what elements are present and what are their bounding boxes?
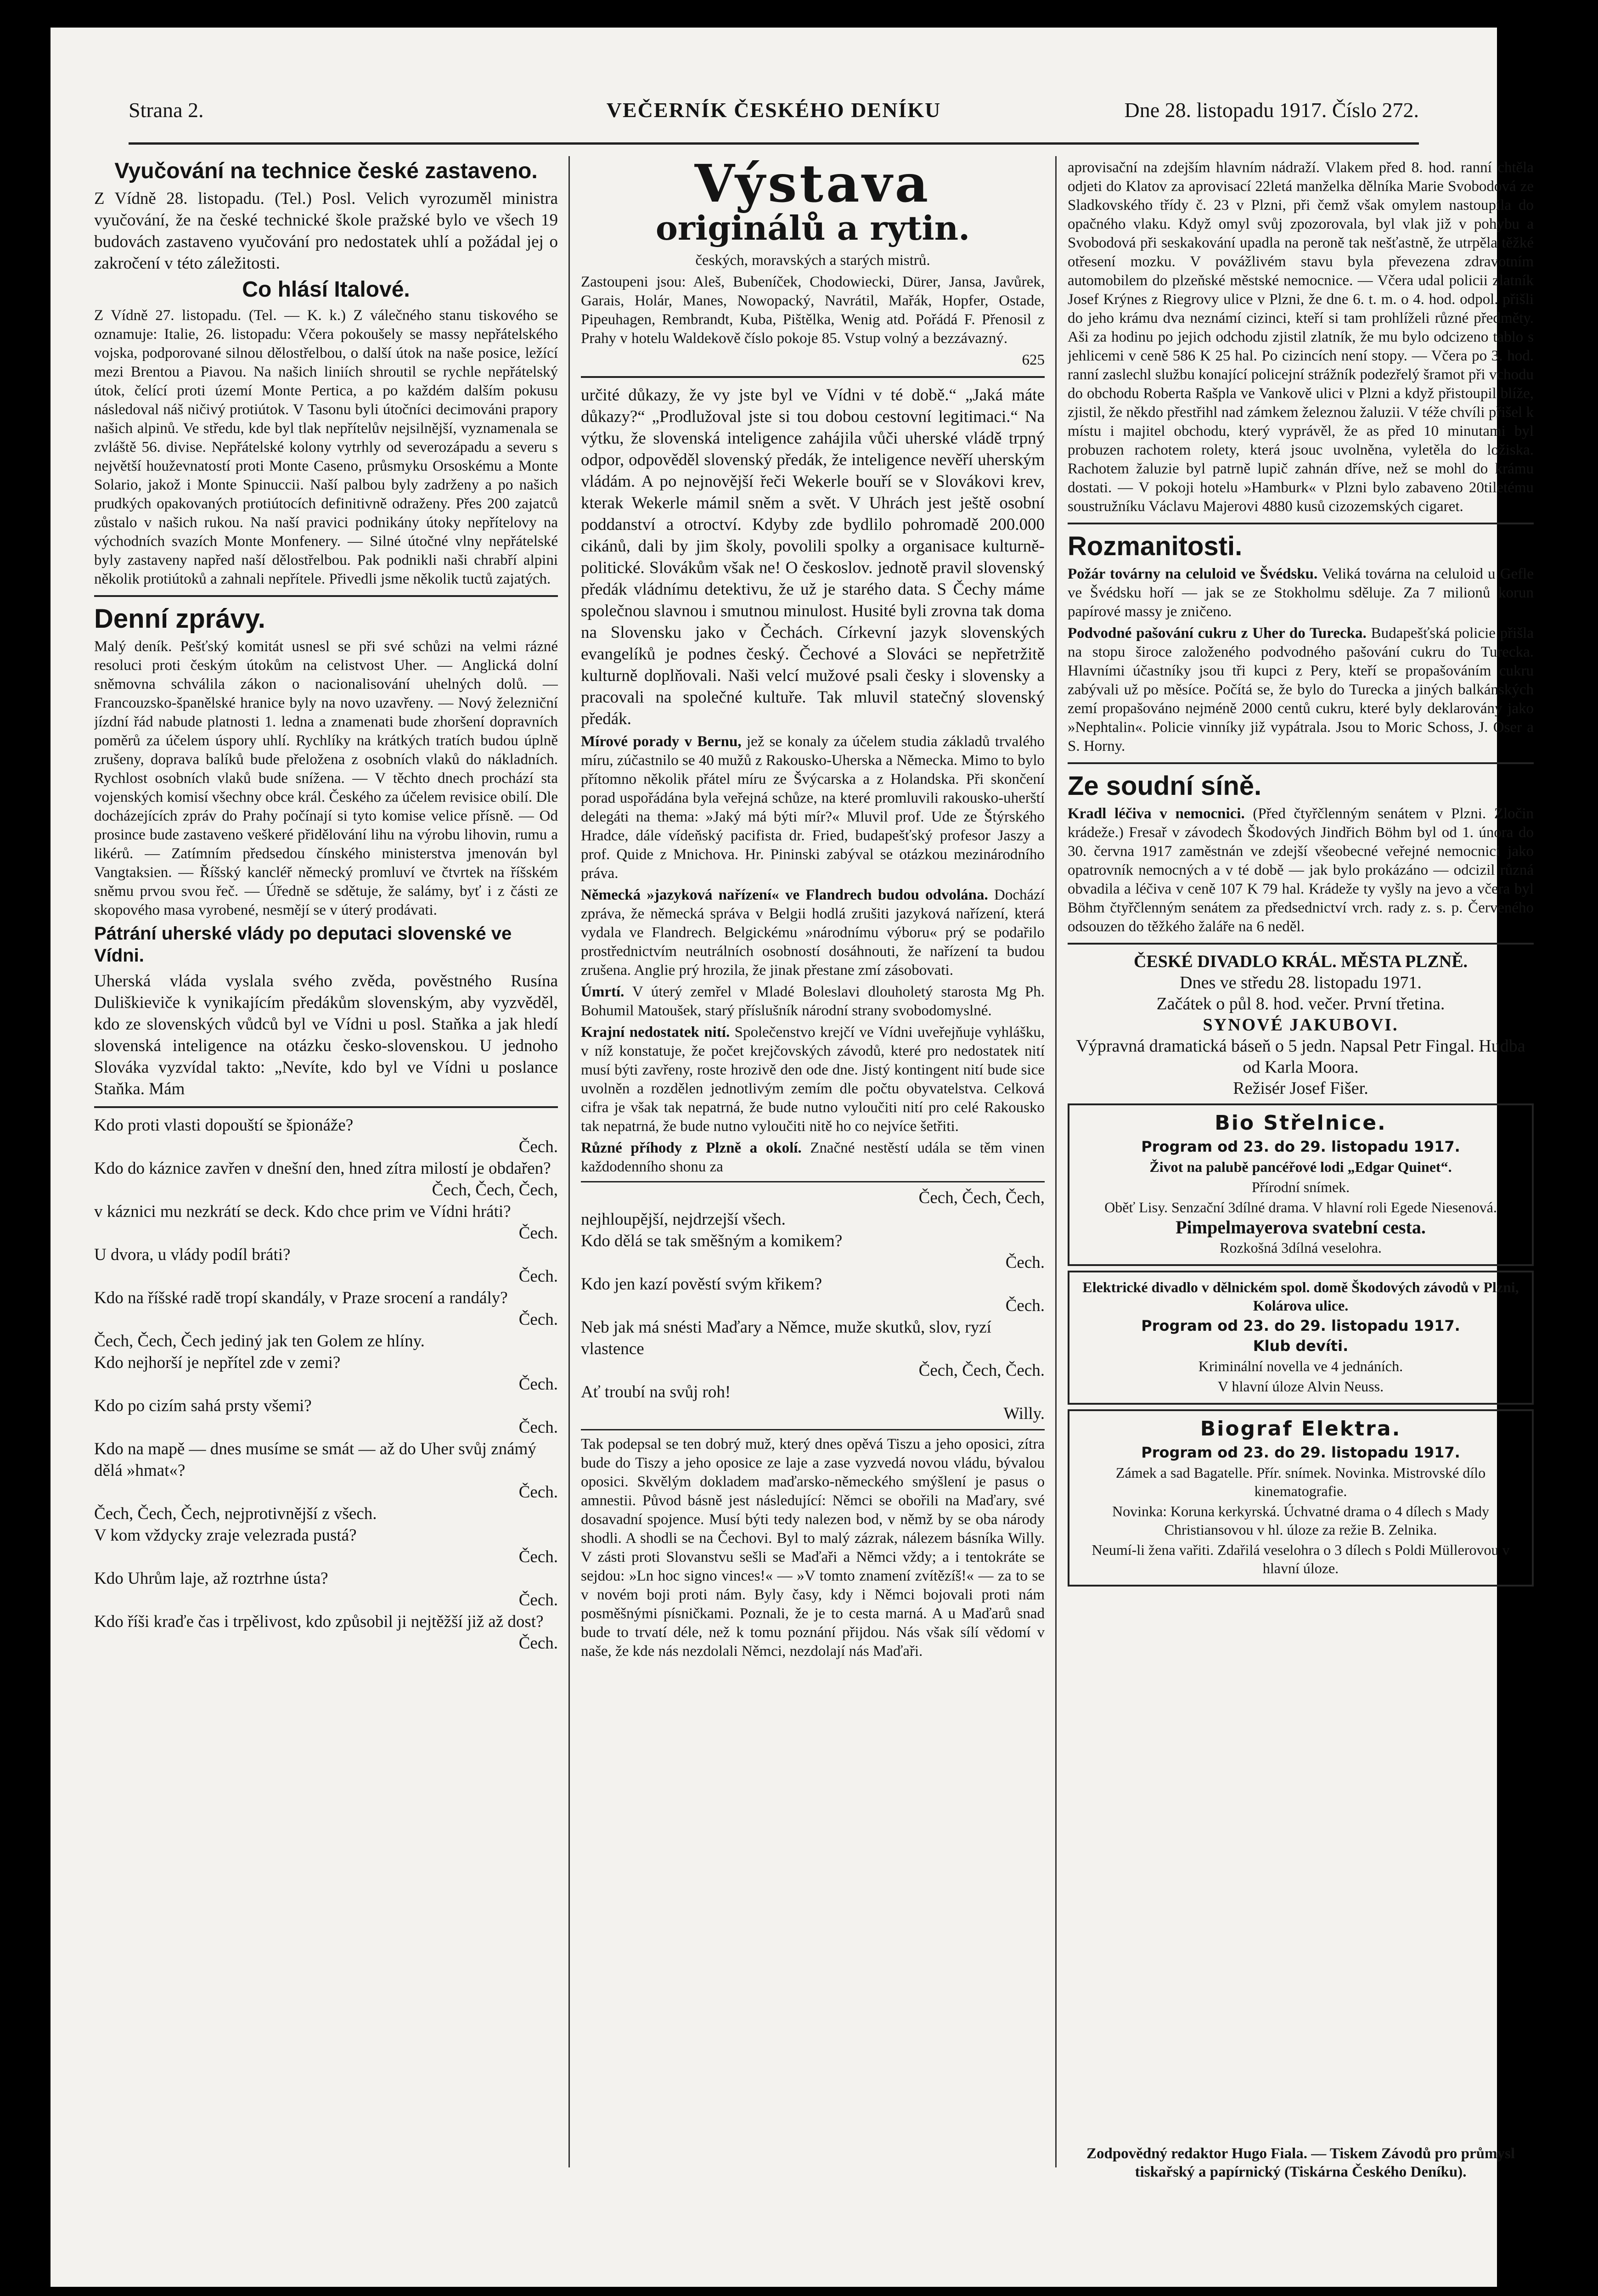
news-body: V úterý zemřel v Mladé Boleslavi dlouholetý starosta Mg Ph. Bohumil Matoušek, starý příslušník národní strany svobodomyslné. (581, 984, 1045, 1019)
cinema-line: Neumí-li žena vařiti. Zdařilá veselohra o 3 dílech s Poldi Müllerovou v hlavní úloze. (1092, 1542, 1510, 1576)
imprint: Zodpovědný redaktor Hugo Fiala. — Tiskem Závodů pro průmysl tiskařský a papírnický (Tiskárna Českého Deníku). (1086, 2145, 1515, 2180)
cinema-program: Program od 23. do 29. listopadu 1917. (1141, 1138, 1460, 1155)
cinema-title: Elektrické divadlo v dělnickém spol. domě Škodových závodů v Plzni, Kolárova ulice. (1082, 1279, 1519, 1314)
poem-line: Kdo Uhrům laje, až roztrhne ústa? (94, 1569, 328, 1588)
news-body: jež se konaly za účelem studia základů trvalého míru, zúčastnilo se 40 mužů z Rakousko-Uherska a Německa. Mimo to bylo přítomno několik přátel míru ze Švýcarska a z Holandska. Při skončení porad uspořádána byla veřejná schůze, na které promluvili rakousko-uherští delegáti na thema: »Jaký má býti mír?« Mluvil prof. Ude ze Štýrského Hradce, dále vídeňský pacifista dr. Fried, budapešťský profesor Jaszy a prof. Quide z Mnichova. Hr. Pininski zabýval se otázkou mezinárodního právа. (581, 733, 1045, 882)
cinema-ad-elektricke (1068, 1271, 1534, 1405)
theatre-desc: Výpravná dramatická báseň o 5 jedn. Napsal Petr Fingal. Hudba od Karla Moora. (1076, 1036, 1525, 1077)
poem-line: Kdo dělá se tak směšným a komikem? (581, 1232, 843, 1250)
news-body: Společenstvo krejčí ve Vídni uveřejňuje vyhlášku, v níž konstatuje, že počet krejčovských závodů, které pro nedostatek nití musí býti zavřeny, roste hrozivě den ode dne. Jistý kontingent nití bude sice uvolněn a rozdělen jednotlivým zemím dle počtu obyvatelstva. Celková cifra je však tak nepatrná, že bude nutno vyloučiti nití pro celé Rakousko tak nepatrná, že bude nutno vyloučiti nitě ho co nejvíce šetřiti. (581, 1024, 1045, 1135)
column-rule-2 (1055, 156, 1057, 2167)
poem-line: Kdo jen kazí pověstí svým křikem? (581, 1275, 822, 1294)
news-body: Značné nestěstí udála se těm vinen každodenního shonu za (581, 1140, 1045, 1175)
cinema-program: Program od 23. do 29. listopadu 1917. (1141, 1317, 1460, 1334)
satirical-poem (94, 1114, 558, 1654)
cinema-line: Kriminální novella ve 4 jednáních. (1198, 1358, 1403, 1374)
poem-refrain: Willy. (1003, 1404, 1045, 1423)
cinema-line: Pimpelmayerova svatební cesta. (1176, 1217, 1426, 1238)
cinema-ad-elektra (1068, 1409, 1534, 1587)
poem-line: nejhloupější, nejdrzejší všech. (581, 1210, 786, 1229)
poem-line: V kom vždycky zraje velezrada pustá? (94, 1526, 357, 1545)
cinema-title: Bio Střelnice. (1215, 1111, 1387, 1135)
cinema-line: V hlavní úloze Alvin Neuss. (1217, 1378, 1384, 1395)
poem-refrain: Čech. (518, 1483, 558, 1502)
cinema-feature: Klub devíti. (1253, 1337, 1349, 1355)
poem-refrain: Čech. (518, 1375, 558, 1394)
poem-refrain: Čech. (518, 1418, 558, 1437)
news-title: Podvodné pašování cukru z Uher do Turecka. (1068, 625, 1367, 642)
divider (581, 1181, 1045, 1182)
poem-line: Kdo říši kraďe čas i trpělivost, kdo způsobil ji nejtěžší již až dost? (94, 1612, 544, 1631)
poem-line: Čech, Čech, Čech, nejprotivnější z všech. (94, 1504, 377, 1523)
satirical-poem-continued (581, 1187, 1045, 1424)
poem-refrain: Čech. (518, 1137, 558, 1156)
cinema-line: Přírodní snímek. (1251, 1179, 1350, 1195)
page-number: Strana 2. (129, 98, 204, 122)
poem-line: Čech, Čech, Čech jediný jak ten Golem ze hlíny. (94, 1332, 425, 1351)
poem-line: Kdo proti vlasti dopouští se špionáže? (94, 1116, 354, 1135)
poem-line: v káznici mu nezkrátí se deck. Kdo chce prim ve Vídni hráti? (94, 1202, 511, 1221)
poem-refrain: Čech, Čech, Čech, (918, 1188, 1045, 1207)
poem-refrain: Čech. (1005, 1253, 1045, 1272)
article-title: Pátrání uherské vlády po deputaci slovenské ve Vídni. (94, 923, 512, 966)
page-header (129, 96, 1419, 145)
cinema-ad-strelnice (1068, 1103, 1534, 1266)
poem-refrain: Čech. (518, 1267, 558, 1286)
exhibition-title: Výstava (694, 158, 931, 214)
theatre-play: SYNOVÉ JAKUBOVI. (1203, 1015, 1399, 1035)
news-title: Různé příhody z Plzně a okolí. (581, 1140, 802, 1156)
divider (94, 1106, 558, 1108)
column-2 (581, 158, 1045, 2181)
divider (1068, 523, 1534, 524)
poem-refrain: Čech, Čech, Čech. (918, 1361, 1045, 1380)
newspaper-page (51, 28, 1534, 2287)
news-title: Úmrtí. (581, 984, 625, 1000)
poem-refrain: Čech. (1005, 1296, 1045, 1315)
poem-refrain: Čech, Čech, Čech, (432, 1181, 558, 1199)
issue-date: Dne 28. listopadu 1917. Číslo 272. (1124, 98, 1419, 122)
poem-refrain: Čech. (518, 1634, 558, 1653)
poem-refrain: Čech. (518, 1310, 558, 1329)
cinema-line: Život na palubě pancéřové lodi „Edgar Quinet“. (1149, 1159, 1452, 1175)
cinema-line: Novinka: Koruna kerkyrská. Úchvatné drama o 4 dílech s Mady Christiansovou v hl. úloze za režie B. Zelnika. (1112, 1503, 1490, 1538)
theatre-line: Dnes ve středu 28. listopadu 1971. (1180, 973, 1422, 992)
theatre-director: Režisér Josef Fišer. (1233, 1079, 1368, 1098)
article-body: Z Vídně 27. listopadu. (Tel. — K. k.) Z válečného stanu tiskového se oznamuje: Italie, 26. listopadu: Včera pokoušely se massy nepřátelského vojska, podporované silnou dělostřelbou, o další útok na naše posice, ležící mezi Brentou a Piavou. Na našich liniích shroutil se rychle nepřátelský útok, čelící proti území Monte Pertica, a po každém dalším pokusu následoval náš ničivý protiútok. V Tasonu byli útočníci decimováni prapory našich alpinů. Ve středu, kde byl tlak nepřítelův nejsilnější, vyznamenala se zvláště 56. divise. Nepřátelské kolony vytrhly od severozápadu a severu s největší houževnatostí proti Monte Caseno, průsmyku Orsoskému a Monte Solario, jakož i Monte Spinuccii. Naší palbou byly zadrženy a po našich prudkých opakovaných protiútocích definitivně odraženy. Přes 200 zajatců zůstalo v našich rukou. Na naší pravici podnikány útoky nepřítelovy na východních svazích Monte Monfenery. — Silné útočné vlny nepřátelské byly zastaveny napřed naší dělostřelbou. Pak podnikli naši chrabří alpini několik protiútoků a zahnali nepřítele. Přivedli jsme několik tuctů zajatých. (94, 307, 558, 587)
article-body: Tak podepsal se ten dobrý muž, který dnes opěvá Tiszu a jeho oposici, zítra bude do Tiszy a jeho oposice ze laje a zase vyzvedá novou vládu, bývalou oposici. Skvělým dokladem maďarsko-německého smýšlení je pasus o amnestii. Původ básně jest následující: Němci se obořili na Maďary, své dosavadní spojence. Musí býti tedy nalezen bod, v němž by se oba národy shodli. A shodli se na Čechovi. Byl to malý zázrak, nálezem básníka Willy. V zásti proti Slovanstvu sešli se Maďaři a Němci vždy; a i tentokráte se sejdou: »Ln hoc signo vinces!« — »V tomto znamení zvítězíš!« — za to se v novém boji proti nám. Byly časy, kdy i Němci bojovali proti nám posměšnými písničkami. Poznali, že je to cesta marná. A u Maďarů snad bude to trvatí déle, než k tomu poznání přijdou. Nás však sílí vědomí v naše, že kde nás nezdolali Němci, nezdolají nás Maďaři. (581, 1436, 1045, 1660)
poem-line: U dvora, u vlády podíl bráti? (94, 1245, 291, 1264)
news-title: Požár továrny na celuloid ve Švédsku. (1068, 566, 1318, 582)
divider (94, 595, 558, 597)
article-body: Uherská vláda vyslala svého zvěda, pověstného Rusína Duliškieviče k vynikajícím předákům slovenským, aby vyzvěděl, kdo ze slovenských vůdců byl ve Vídni u posl. Staňka a jak hledí slovenská inteligence na otázku česko-slovenskou. U jednoho Slováka vyzvídal takto: „Nevíte, kdo byl ve Vídni u poslance Staňka. Mám (94, 972, 558, 1098)
poem-line: Kdo do káznice zavřen v dnešní den, hned zítra milostí je obdařen? (94, 1159, 551, 1178)
divider (581, 1429, 1045, 1430)
article-body: Z Vídně 28. listopadu. (Tel.) Posl. Velich vyrozuměl ministra vyučování, že na české technické škole pražské bylo ve všech 19 budovách zastaveno vyučování pro nedostatek uhlí a požádal jej o zakročení v této záležitosti. (94, 189, 558, 273)
theatre-ad (1068, 951, 1534, 1099)
poem-line: Ať troubí na svůj roh! (581, 1383, 731, 1401)
poem-line: Kdo na mapě — dnes musíme se smát — až do Uher svůj známý dělá »hmat«? (94, 1440, 536, 1480)
news-body: Veliká továrna na celuloid u Gefle ve Švédsku hoří — jak se ze Stokholmu sděluje. Za 7 milionů korun papírové massy je zničeno. (1068, 566, 1534, 620)
news-title: Krajní nedostatek nití. (581, 1024, 730, 1041)
theatre-line: Začátek o půl 8. hod. večer. První třetina. (1156, 994, 1445, 1013)
article-body: Malý deník. Pešťský komitát usnesl se při své schůzi na velmi rázné resoluci proti českým útokům na celistvost Uher. — Anglická dolní sněmovna schválila zákon o nacionalisování uhelných dolů. — Francouzsko-španělské hranice byly na novo uzavřeny. — Nový železniční jízdní řád nabude platnosti 1. ledna a znamenati bude zhoršení dopravních poměrů za účelem úspory uhlí. Rychlíky na krátkých tratích budou úplně zrušeny, doprava balíků bude přeložena z osobních vlaků do nákladních. Rychlost osobních vlaků bude snížena. — V těchto dnech prochází sta vojenských komisí všechny obce král. Českého za účelem revisice obilí. Dle docházejících zpráv do Prahy počínají si tyto komise velice přísně. — Od prosince bude zastaveno veškeré přidělování lihu na výrobu lihovin, rumu a likérů. — Zatímním předsedou čínského ministerstva jmenován byl Vangtaksien. — Říšský kancléř německý promluví ve čtvrtek na říšském sněmu prvou svou řeč. — Úředně se sdětuje, že salámy, byť i z části ze skopového masa vyrobené, nesmějí se v úterý prodávati. (94, 638, 558, 918)
section-title: Ze soudní síně. (1068, 771, 1262, 801)
poem-refrain: Čech. (518, 1548, 558, 1566)
news-body: Budapešťská policie přišla na stopu široce založeného podvodného pašování cukru do Turecka. Hlavními účastníky jsou tři kupci z Pery, kteří se propašováním cukru zabývali už po měsíce. Počítá se, že bylo do Turecka a jiných balkánských zemí propašováno nejméně 2000 centů cukru, které byly deklarovány jako »Nephtalin«. Policie vinníky již vypátrala. Jsou to Moric Schoss, J. Oser a S. Horny. (1068, 625, 1534, 754)
news-body: (Před čtyřčlenným senátem v Plzni. Zločin krádeže.) Fresař v závodech Škodových Jindřich Böhm byl od 1. února do 30. června 1917 zaměstnán ve zdejší všeobecné veřejné nemocnici jako opatrovník nemocných a v té době — jak bylo prokázáno — odcizil různá obvadila a léčiva v ceně 107 K 79 hal. Krádeže ty vyšly na jevo a včera byl Böhm čtyřčlenným senátem za předsednictví vrch. rady z. s. p. Červeného odsouzen do těžkého žaláře na 6 neděl. (1068, 805, 1534, 935)
exhibition-kind: českých, moravských a starých mistrů. (695, 252, 930, 269)
news-body: Dochází zpráva, že německá správa v Belgii hodlá zrušiti jazyková nařízení, která vydala ve Flandrech. Belgickému »národnímu výboru« prý se podařilo prostřednictvím neutrálních osobností dosáhnouti, že nařízení ta budou zrušena. Anglie prý hrozila, že jinak přestane zmí zásobovati. (581, 887, 1045, 979)
cinema-program: Program od 23. do 29. listopadu 1917. (1141, 1444, 1460, 1461)
section-title: Denní zprávy. (94, 604, 265, 634)
column-1 (94, 158, 558, 2181)
exhibition-subtitle: originálů a rytin. (655, 208, 970, 248)
poem-line: Kdo po cizím sahá prsty všemi? (94, 1396, 312, 1415)
divider (1068, 762, 1534, 764)
poem-line: Neb jak má snésti Maďary a Němce, muže skutků, slov, ryzí vlastence (581, 1318, 991, 1358)
theatre-title: ČESKÉ DIVADLO KRÁL. MĚSTA PLZNĚ. (1133, 952, 1468, 971)
ad-number: 625 (1022, 352, 1045, 368)
cinema-title: Biograf Elektra. (1200, 1417, 1401, 1441)
poem-refrain: Čech. (518, 1224, 558, 1243)
cinema-line: Zámek a sad Bagatelle. Přír. snímek. Novinka. Mistrovské dílo kinematografie. (1115, 1464, 1486, 1499)
article-title: Vyučování na technice české zastaveno. (114, 159, 538, 183)
news-title: Německá »jazyková nařízení« ve Flandrech budou odvolána. (581, 887, 988, 903)
news-title: Mírové porady v Bernu, (581, 733, 742, 750)
news-title: Kradl léčiva v nemocnici. (1068, 805, 1245, 822)
divider (1068, 943, 1534, 945)
poem-line: Kdo na říšské radě tropí skandály, v Praze srocení a randály? (94, 1289, 508, 1307)
cinema-line: Oběť Lisy. Senzační 3dílné drama. V hlavní roli Egede Niesenová. (1104, 1199, 1497, 1216)
divider (581, 376, 1045, 378)
article-body: určité důkazy, že vy jste byl ve Vídni v té době.“ „Jaká máte důkazy?“ „Prodlužoval jste si tou dobou cestovní legitimaci.“ Na výtku, že slovenská inteligence zahájila vůči uherské vládě trpný odpor, odpověděl slovenský předák, že inteligence nevěří uherským vládám. A po nejnovější řeči Wekerle bouří se v Slovákovi krev, kterak Wekerle mámil sněm a svět. V Uhrách jest ještě osobní poddanství a otroctví. Kdyby zde bydlilo pohromadě 200.000 cikánů, dali by jim školy, povolili spolky a organisace kulturně-politické. Slovákům však ne! O českoslov. jednotě pravil slovenský předák vládnímu detektivu, že už je starého data. S Čechy máme společnou slavnou i smutnou minulost. Husité byli zrovna tak doma na Slovensku jako v Čechách. Církevní jazyk slovenských evangelíků je podnes český. Čechové a Slováci se nepřetržitě kulturně doplňovali. Naši velcí mužové psali česky i slovensky a pracovali na společné kultuře. Tak mluvil statečný slovenský předák. (581, 386, 1045, 728)
article-title: Co hlásí Italové. (242, 277, 410, 302)
article-body: aprovisační na zdejším hlavním nádraží. Vlakem před 8. hod. ranní chtěla odjeti do Klatov za aprovisací 22letá manželka dělníka Marie Svobodová ze Sladkovského třídy č. 23 v Plzni, při čemž však omylem nastoupila do opačného vlaku. Když omyl svůj zpozorovala, byl vlak již v pohybu a Svobodová při seskakování upadla na peroně tak nešťastně, že utrpěla těžké otřesení mozku. V povážlivém stavu byla převezena zdravotním automobilem do plzeňské městské nemocnice. — Včera udal policii zlatník Josef Krýnes z Riegrovy ulice v Plzni, že dne 6. t. m. o 4. hod. odpol. přišli do jeho krámu dva neznámí cizinci, kteří si tam prohlíželi různé předměty. Aši za hodinu po jejich odchodu zjistil zlatník, že mu bylo odcizeno tablo s jehlicemi v ceně 586 K 25 hal. Po cizincích není stopy. — Včera po 3. hod. ranní zaslechl službu konající policejní strážník podezřelý šramot při vchodu do obchodu Roberta Rašpla ve Vankově ulici v Plzni a když přistoupil blíže, zjistil, že někdo přestřihl nad zámkem železnou žaluzii. V téže chvíli přišel k místu i majitel obchodu, který vyprávěl, že as před 10 minutami byl probuzen rachotem rolety, která jsouc uvolněna, vyletěla do ložiska. Rachotem žaluzie byl patrně lupič zahnán dříve, než se mohl do krámu dostati. — V pokoji hotelu »Hamburk« v Plzni bylo zabaveno 20tiletému soustružníku Václavu Majerovi 4880 kusů cizozemských cigaret. (1068, 159, 1534, 515)
exhibition-body: Zastoupeni jsou: Aleš, Bubeníček, Chodowiecki, Dürer, Jansa, Javůrek, Garais, Holár, Manes, Nowopacký, Navrátil, Mařák, Hopfer, Ostade, Pipeuhagen, Rembrandt, Kuba, Pištělka, Wenig atd. Pořádá F. Přenosil z Prahy v hotelu Waldekově číslo pokoje 85. Vstup volný a bezzávazný. (581, 274, 1045, 347)
section-title: Rozmanitosti. (1068, 531, 1243, 561)
cinema-line: Rozkošná 3dílná veselohra. (1220, 1239, 1382, 1256)
masthead-title: VEČERNÍK ČESKÉHO DENÍKU (606, 98, 941, 122)
poem-refrain: Čech. (518, 1591, 558, 1609)
poem-line: Kdo nejhorší je nepřítel zde v zemi? (94, 1353, 341, 1372)
column-3 (1068, 158, 1534, 2181)
column-rule-1 (568, 156, 570, 2167)
